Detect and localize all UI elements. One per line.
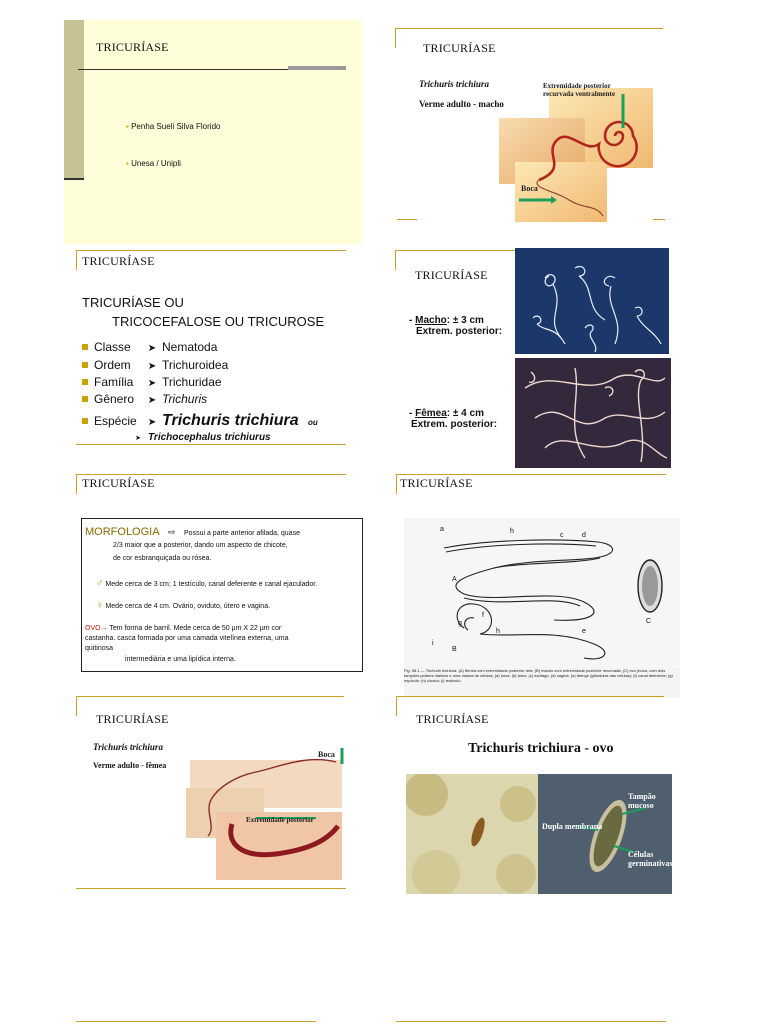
arrow-icon: ➤ xyxy=(147,378,157,389)
slide-8 xyxy=(396,694,678,904)
female-size: : ± 4 cm xyxy=(446,408,484,419)
slide-title: TRICURÍASE xyxy=(415,268,488,282)
morph-title-line xyxy=(85,522,300,540)
worm-diagram xyxy=(404,518,680,698)
label-posterior: Extremidade posterior xyxy=(246,816,314,824)
slide-border-bottom-left xyxy=(397,219,417,220)
male-label: Macho xyxy=(415,315,447,326)
diagram-letter: a xyxy=(440,526,444,533)
slide-border-top xyxy=(396,696,664,697)
slide-4 xyxy=(393,248,675,470)
ovo-line-3: quitinosa xyxy=(85,645,114,652)
female-micrograph xyxy=(515,358,671,468)
slide-border-left xyxy=(396,474,397,494)
slide-title: TRICURÍASE xyxy=(96,40,169,54)
taxonomy-row-classe xyxy=(82,340,217,354)
taxonomy-row-familia xyxy=(82,375,222,389)
taxonomy-row-ordem xyxy=(82,358,228,372)
slide-title: TRICURÍASE xyxy=(416,712,489,726)
synonym-row xyxy=(128,432,271,443)
diagram-letter: h xyxy=(510,528,514,535)
male-posterior: Extrem. posterior: xyxy=(416,326,503,337)
rank: Espécie xyxy=(94,414,137,428)
slide-border-left xyxy=(396,696,397,716)
slide-border-bottom xyxy=(76,888,346,889)
bullet-icon xyxy=(82,418,88,424)
slide-title: TRICURÍASE xyxy=(96,712,169,726)
slide-title: TRICURÍASE xyxy=(400,476,473,490)
male-symbol-icon: ♂ xyxy=(96,578,104,589)
arrow-icon: ⇨ xyxy=(168,527,176,537)
institution-name: Unesa / Unipli xyxy=(131,159,181,168)
rank: Ordem xyxy=(94,358,131,372)
slide-1 xyxy=(64,20,362,244)
male-line xyxy=(96,578,317,589)
diagram-letter: f xyxy=(482,612,484,619)
bullet-icon xyxy=(82,379,88,385)
bullet-icon xyxy=(82,344,88,350)
diagram-letter: A xyxy=(452,576,457,583)
male-size: : ± 3 cm xyxy=(446,315,484,326)
slide-border-left xyxy=(395,250,396,270)
male-worm-photo xyxy=(499,88,653,222)
heading-line-2: TRICOCEFALOSE OU TRICUROSE xyxy=(112,314,325,329)
slide-7 xyxy=(76,694,356,894)
female-worm-photo xyxy=(186,748,346,880)
slide-border-left xyxy=(76,474,77,494)
diagram-caption: Fig. 38.1 — Trichuris trichiura: (A) fêmea com extremidade posterior reta; (B) macho com extremidade posterior recurvada; (C) ovo (boca, com dois tampões polares hialinos e uma massa de células; (a) boca; (b) ânus; (c) esôfago; (d) vagina; (e) faringe (glândulas das células); (f) canal deferente; (g) espículo; (h) cloaca; (i) testículo. xyxy=(404,668,673,683)
slide-title: TRICURÍASE xyxy=(82,254,155,268)
diagram-letter: e xyxy=(582,628,586,635)
ovo-line-4: intermediária e uma lipídica interna. xyxy=(125,656,236,663)
diagram-letter: c xyxy=(560,532,564,539)
ovo-label: OVO xyxy=(85,625,101,632)
slide-border-bottom xyxy=(76,444,346,445)
female-symbol-icon: ♀ xyxy=(96,600,104,611)
slide-6 xyxy=(396,472,684,700)
rank-value: Nematoda xyxy=(162,340,218,354)
slide-border-top xyxy=(76,696,344,697)
arrow-icon: ➤ xyxy=(147,361,157,372)
male-text: Mede cerca de 3 cm; 1 testículo, canal deferente e canal ejaculador. xyxy=(105,581,318,588)
slide-border-left xyxy=(76,696,77,716)
label-mouth: Boca xyxy=(521,184,538,193)
diagram-letter: d xyxy=(582,532,586,539)
female-label: Fêmea xyxy=(415,408,447,419)
arrow-icon: → xyxy=(100,625,108,632)
page-bottom-border-right xyxy=(396,1021,666,1022)
title-underline-accent xyxy=(288,66,346,70)
accent-bar-foot xyxy=(64,178,84,180)
rank-value: Trichuris xyxy=(162,392,208,406)
ovo-text-1: Tem forma de barril. Mede cerca de 50 µm X 22 µm cor xyxy=(109,625,282,632)
egg-photo-left xyxy=(406,774,538,894)
female-description: - Fêmea: ± 4 cm Extrem. posterior: xyxy=(409,408,498,430)
slide-border-top xyxy=(396,474,666,475)
species-name: Trichuris trichiura xyxy=(93,742,163,752)
diagram-letter: B xyxy=(452,646,457,653)
ovo-line-1 xyxy=(85,625,281,632)
female-text: Mede cerca de 4 cm. Ovário, oviduto, útero e vagina. xyxy=(105,603,271,610)
slide-border-top xyxy=(76,474,346,475)
label-mouth: Boca xyxy=(318,750,335,759)
heading-line-1: TRICURÍASE OU xyxy=(82,295,184,310)
rank-value: Trichuridae xyxy=(162,375,222,389)
institution-line: ▪ Unesa / Unipli xyxy=(126,159,181,168)
diagram-letter: C xyxy=(646,618,652,625)
bullet-icon xyxy=(82,396,88,402)
label-membrane: Dupla membrana xyxy=(542,822,603,831)
taxonomy-row-genero xyxy=(82,392,207,406)
slide-title: TRICURÍASE xyxy=(423,41,496,55)
species-name: Trichuris trichiura xyxy=(419,79,489,89)
slide-5 xyxy=(76,472,364,672)
rank: Família xyxy=(94,375,134,389)
diagram-letter: g xyxy=(458,620,462,627)
diagram-letter: i xyxy=(432,640,434,647)
slide-3 xyxy=(74,248,352,448)
slide-border-bottom-right xyxy=(653,219,665,220)
slide-border-left xyxy=(76,250,77,270)
slide-subtitle: Verme adulto - fêmea xyxy=(93,761,167,770)
morph-line-2: 2/3 maior que a posterior, dando um aspecto de chicote, xyxy=(113,542,288,549)
male-description: - Macho: ± 3 cm Extrem. posterior: xyxy=(409,315,503,337)
arrow-icon: ➤ xyxy=(147,395,157,406)
slide-border-left xyxy=(395,28,396,48)
ovo-line-2: castanha. casca formada por uma camada vitelínea externa, uma xyxy=(85,635,289,642)
morph-title: MORFOLOGIA xyxy=(85,526,160,538)
rank: Gênero xyxy=(94,392,135,406)
bullet-icon xyxy=(82,362,88,368)
egg-heading xyxy=(468,741,614,757)
author-line: ▪ Penha Sueli Silva Florido xyxy=(126,122,221,131)
slide-2 xyxy=(393,20,668,230)
arrow-icon: ➤ xyxy=(135,435,141,442)
label-cells: Células germinativas xyxy=(628,850,673,868)
arrow-icon: ➤ xyxy=(147,417,157,428)
arrow-icon: ➤ xyxy=(147,343,157,354)
slide-border-top xyxy=(395,250,515,251)
male-micrograph xyxy=(515,248,669,354)
morph-line-3: de cor esbranquiçada ou rósea. xyxy=(113,555,212,562)
page-bottom-border-left xyxy=(76,1021,316,1022)
slide-title: TRICURÍASE xyxy=(82,476,155,490)
slide-border-top xyxy=(76,250,346,251)
synonym: Trichocephalus trichiurus xyxy=(148,432,271,443)
female-line xyxy=(96,600,270,611)
rank: Classe xyxy=(94,340,131,354)
label-posterior: Extremidade posterior recurvada ventralmente xyxy=(543,82,615,98)
taxonomy-row-especie xyxy=(82,412,318,430)
egg-heading-text: Trichuris trichiura - ovo xyxy=(468,741,614,756)
morph-intro: Possui a parte anterior afilada, quase xyxy=(184,530,300,537)
rank-value: Trichuris trichiura xyxy=(162,412,299,429)
rank-suffix: ou xyxy=(307,418,318,427)
author-name: Penha Sueli Silva Florido xyxy=(131,122,221,131)
diagram-letter: h xyxy=(496,628,500,635)
rank-value: Trichuroidea xyxy=(162,358,229,372)
accent-bar xyxy=(64,20,84,180)
female-posterior: Extrem. posterior: xyxy=(411,419,498,430)
slide-border-top xyxy=(395,28,663,29)
slide-subtitle: Verme adulto - macho xyxy=(419,99,504,109)
label-plug: Tampão mucoso xyxy=(628,792,656,810)
